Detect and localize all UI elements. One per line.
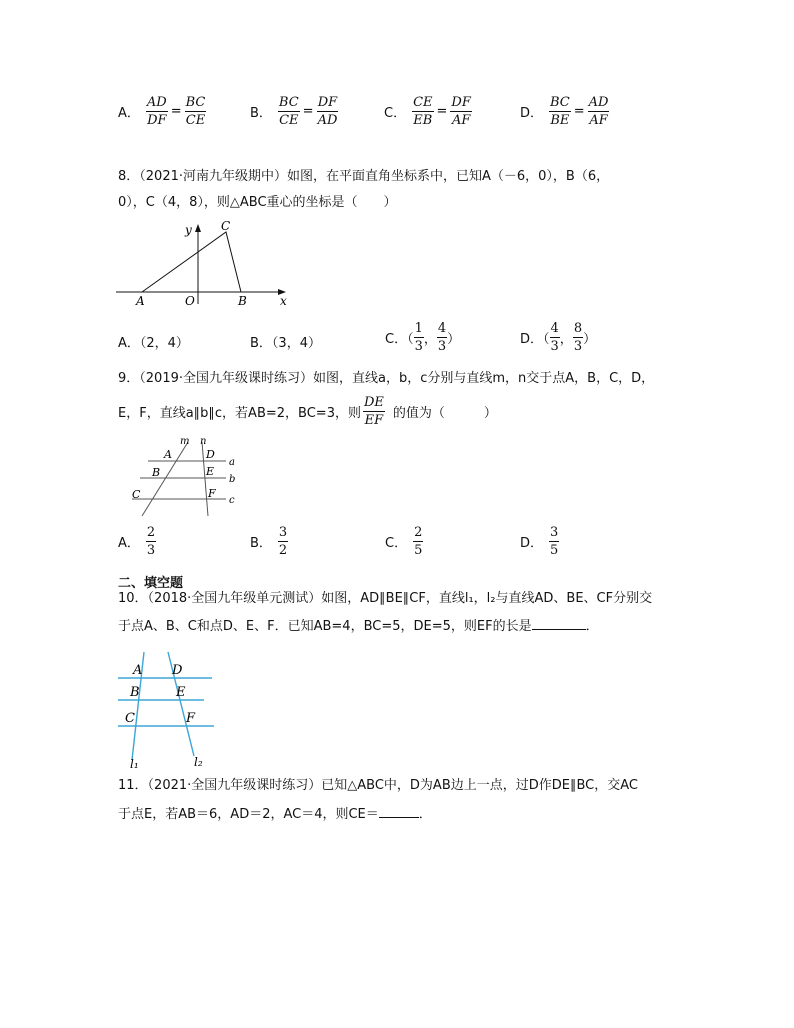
label-e: E	[206, 465, 215, 478]
q9-line2-text: E，F，直线a∥b∥c，若AB=2，BC=3，则	[118, 406, 361, 421]
label-e: E	[176, 685, 186, 700]
y-axis-arrow	[195, 224, 201, 232]
fraction: $\frac{AD}{AF}$	[588, 95, 609, 128]
option-label: D．（	[520, 332, 550, 347]
label-line-c: c	[229, 495, 235, 506]
q7-option-d[interactable]	[520, 96, 609, 127]
option-label: D．	[520, 106, 544, 121]
fraction: $\frac{8}{3}$	[573, 321, 583, 354]
option-label: A．	[118, 106, 140, 121]
q9-option-c[interactable]	[385, 526, 423, 557]
q8-option-b[interactable]: B．（3，4）	[250, 336, 321, 351]
triangle-abc	[142, 232, 241, 292]
label-y: y	[185, 223, 192, 237]
fraction: $\frac{1}{3}$	[414, 321, 423, 354]
fraction: $\frac{4}{3}$	[550, 321, 559, 354]
fraction: $\frac{CE}{EB}$	[413, 95, 433, 128]
q9-line2-tail: 的值为（ ）	[392, 406, 497, 421]
label-n: n	[200, 436, 207, 447]
label-o: O	[185, 294, 195, 308]
q8-line2: 0），C（4，8），则△ABC重心的坐标是（ ）	[118, 195, 397, 210]
close-paren: ）	[447, 332, 461, 347]
period: ．	[585, 619, 599, 634]
q9-figure	[126, 436, 246, 518]
fraction: $\frac{4}{3}$	[437, 321, 447, 354]
fraction: $\frac{3}{5}$	[550, 525, 559, 558]
label-line-b: b	[229, 474, 236, 485]
label-b: B	[238, 294, 247, 308]
label-a: A	[133, 663, 143, 678]
q8-option-d[interactable]	[520, 322, 596, 353]
q9-option-b[interactable]	[250, 526, 288, 557]
q10-line2-text: 于点A、B、C和点D、E、F．已知AB=4，BC=5，DE=5，则EF的长是	[118, 619, 532, 634]
period: ．	[418, 807, 432, 822]
option-label: C．	[384, 106, 407, 121]
comma: ，	[423, 332, 437, 347]
option-label: D．	[520, 536, 544, 551]
q10-figure	[116, 650, 226, 770]
q8-option-a[interactable]: A．（2，4）	[118, 336, 189, 351]
equals-sign: =	[170, 104, 182, 119]
fraction: $\frac{3}{2}$	[278, 525, 288, 558]
option-label: B．	[250, 106, 272, 121]
q10-line1: 10．（2018·全国九年级单元测试）如图，AD∥BE∥CF，直线l₁，l₂与直线AD、BE、CF分别交	[118, 591, 653, 606]
q7-option-b[interactable]	[250, 96, 338, 127]
label-a: A	[164, 448, 172, 461]
label-d: D	[206, 448, 215, 461]
label-b: B	[130, 685, 140, 700]
label-f: F	[186, 711, 196, 726]
q8-option-c[interactable]	[385, 322, 460, 353]
label-l2: l₂	[194, 755, 203, 769]
answer-blank[interactable]	[532, 617, 586, 630]
label-c: C	[221, 219, 231, 233]
fraction: $\frac{AD}{DF}$	[146, 95, 167, 128]
q8-line1: 8．（2021·河南九年级期中）如图，在平面直角坐标系中，已知A（－6，0），B（6，	[118, 169, 610, 184]
fraction: $\frac{BC}{CE}$	[278, 95, 299, 128]
q7-option-c[interactable]	[384, 96, 472, 127]
q11-line2-text: 于点E，若AB＝6，AD＝2，AC＝4，则CE＝	[118, 807, 379, 822]
fraction: $\frac{2}{3}$	[146, 525, 156, 558]
close-paren: ）	[583, 332, 597, 347]
equals-sign: =	[302, 104, 314, 119]
q7-options	[118, 96, 678, 130]
equals-sign: =	[573, 104, 585, 119]
q11-line2	[118, 802, 432, 828]
label-f: F	[208, 487, 216, 500]
label-d: D	[172, 663, 183, 678]
label-c: C	[125, 711, 135, 726]
q9-line2	[118, 396, 497, 427]
fraction: $\frac{DF}{AF}$	[451, 95, 471, 128]
label-line-a: a	[229, 457, 235, 468]
label-m: m	[180, 436, 190, 447]
q10-line2	[118, 614, 599, 640]
q8-figure	[110, 218, 310, 310]
label-x: x	[280, 294, 287, 308]
q9-line1: 9．（2019·全国九年级课时练习）如图，直线a，b，c分别与直线m，n交于点A，B，C，D，	[118, 371, 655, 386]
q9-option-d[interactable]	[520, 526, 559, 557]
label-l1: l₁	[130, 757, 139, 770]
fraction: $\frac{BC}{BE}$	[550, 95, 570, 128]
label-c: C	[132, 488, 141, 501]
option-label: C．（	[385, 332, 414, 347]
option-label: B．	[250, 536, 272, 551]
fraction: $\frac{DF}{AD}$	[317, 95, 338, 128]
equals-sign: =	[436, 104, 448, 119]
q11-line1: 11．（2021·全国九年级课时练习）已知△ABC中，D为AB边上一点，过D作DE∥BC，交AC	[118, 778, 638, 793]
option-label: C．	[385, 536, 408, 551]
fraction: $\frac{BC}{CE}$	[185, 95, 206, 128]
fraction-de-ef: $\frac{DE}{EF}$	[363, 395, 384, 428]
fraction: $\frac{2}{5}$	[414, 525, 423, 558]
q7-option-a[interactable]	[118, 96, 206, 127]
comma: ，	[559, 332, 573, 347]
option-label: A．	[118, 536, 140, 551]
answer-blank[interactable]	[379, 805, 419, 818]
q9-option-a[interactable]	[118, 526, 156, 557]
section-heading: 二、填空题	[118, 576, 184, 591]
label-b: B	[152, 466, 161, 479]
label-a: A	[136, 294, 145, 308]
